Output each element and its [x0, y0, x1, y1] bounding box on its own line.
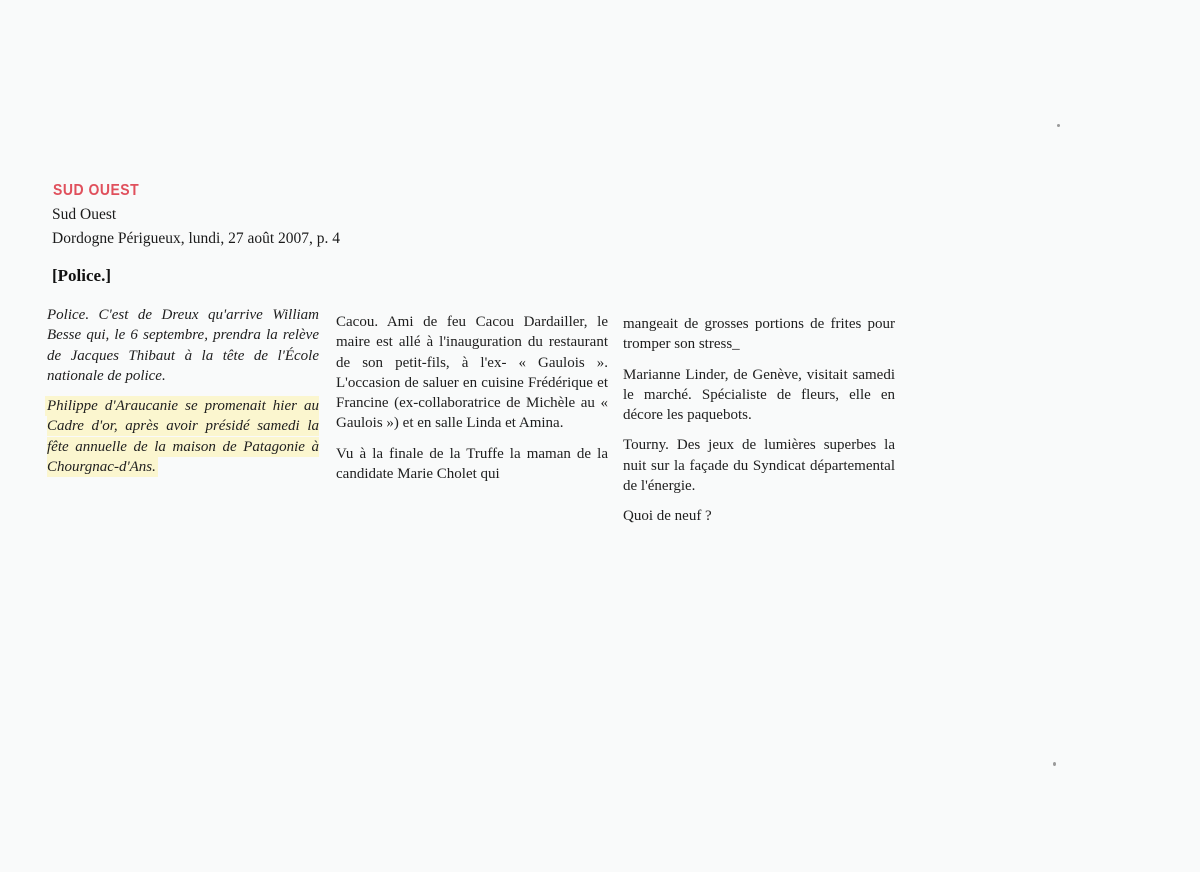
article-column-2	[336, 312, 608, 494]
scan-speck	[1057, 124, 1060, 127]
article-column-1	[47, 305, 319, 487]
article-column-3	[623, 314, 895, 537]
paragraph-police: Police. C'est de Dreux qu'arrive William Besse qui, le 6 septembre, prendra la relève de Jacques Thibaut à la tête de l'École nationale de police.	[47, 307, 319, 384]
highlighted-text: Philippe d'Araucanie se promenait hier au Cadre d'or, après avoir présidé samedi la fête annuelle de la maison de Patagonie à Chourgnac-d'Ans.	[47, 398, 319, 476]
paragraph-cacou: Cacou. Ami de feu Cacou Dardailler, le maire est allé à l'inauguration du restaurant de son petit-fils, à l'ex- « Gaulois ». L'occasion de saluer en cuisine Frédérique et Francine (ex-collaboratrice de Michèle au « Gaulois ») et en salle Linda et Amina.	[336, 314, 608, 432]
sud-ouest-logo: SUD OUEST	[53, 180, 140, 199]
paragraph-linder: Marianne Linder, de Genève, visitait samedi le marché. Spécialiste de fleurs, elle en décore les paquebots.	[623, 366, 895, 424]
paragraph-truffe: Vu à la finale de la Truffe la maman de la candidate Marie Cholet qui	[336, 445, 608, 483]
scan-speck	[1053, 762, 1056, 766]
source-name: Sud Ouest	[52, 206, 117, 223]
paragraph-frites: mangeait de grosses portions de frites pour tromper son stress_	[623, 316, 895, 353]
paragraph-araucanie	[47, 396, 319, 477]
source-detail: Dordogne Périgueux, lundi, 27 août 2007, p. 4	[52, 230, 341, 247]
paragraph-tourny: Tourny. Des jeux de lumières superbes la nuit sur la façade du Syndicat départemental de l'énergie.	[623, 437, 895, 495]
article-headline: [Police.]	[52, 266, 111, 285]
paragraph-quoi-de-neuf: Quoi de neuf ?	[623, 508, 712, 525]
